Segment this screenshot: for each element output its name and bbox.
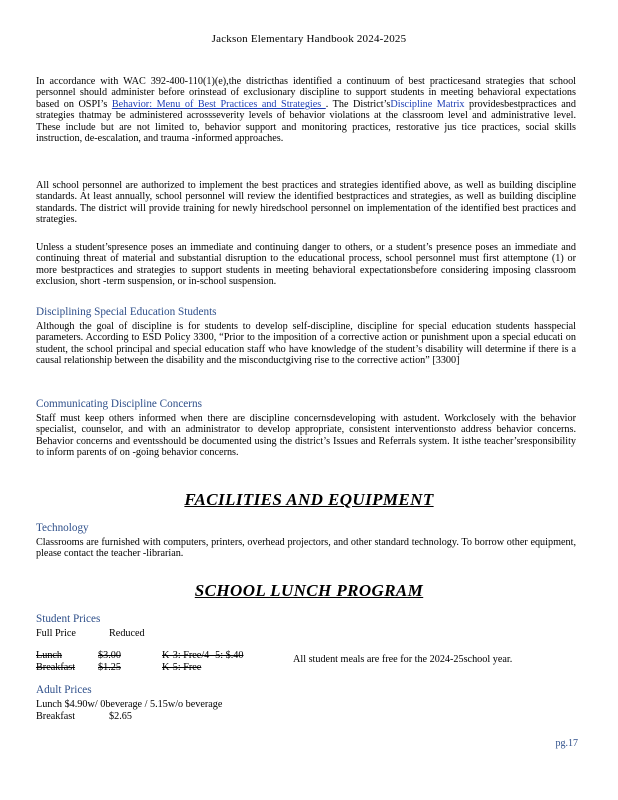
reduced-header: Reduced [109,628,145,639]
breakfast-reduced: K-5: Free [162,662,202,673]
full-price-header: Full Price [36,628,76,639]
lunch-label: Lunch [36,650,63,661]
concerns-heading: Communicating Discipline Concerns [36,398,202,410]
lunch-price: $3.00 [98,650,121,661]
technology-heading: Technology [36,522,89,534]
sped-heading: Disciplining Special Education Students [36,306,217,318]
page-header: Jackson Elementary Handbook 2024-2025 [211,33,407,45]
lunch-reduced: K-3: Free/4 -5: $.40 [162,650,244,661]
adult-lunch-price: Lunch $4.90w/ 0beverage / 5.15w/o beverage [36,699,223,710]
lunch-title: SCHOOL LUNCH PROGRAM [194,581,424,600]
technology-paragraph: Classrooms are furnished with computers, printers, overhead projectors, and other standard technology. To borrow other equipment, please contact the teacher -librarian. [36,537,576,560]
concerns-paragraph: Staff must keep others informed when there are discipline concernsdeveloping with astudent. Workclosely with the behavior specialist, counselor, and with an administrator to develop appropriate, consistent interventionsto address behavior concerns. Behavior concerns and eventsshould be documented using the district’s Issues and Referrals system. It isthe teacher’sresponsibility to inform parents of on -going behavior concerns. [36,413,576,459]
personnel-paragraph: All school personnel are authorized to implement the best practices and strategies identified above, as well as building discipline standards. At least annually, school personnel will review the identified bestpractices and strategies, as well as building discipline standards. The district will provide training for newly hiredschool personnel on implementation of the identified best practices and strategies. [36,180,576,226]
breakfast-price: $1.25 [98,662,121,673]
wac-text-b: . The District’s [325,98,391,110]
wac-text-c: providesbestpractices and strategies thatmay be administered acrossseverity levels of behavior violations at the classroom level and administrative level. These include but are not limited to, behavior support and monitoring practices, restorative jus tice practices, social skills instruction, de-escalation, and trauma -informed approaches. [36,98,576,145]
adult-breakfast-price: $2.65 [109,711,132,722]
facilities-title: FACILITIES AND EQUIPMENT [184,490,434,509]
behavior-menu-link[interactable]: Behavior: Menu of Best Practices and Strategies [111,98,326,110]
page-number: pg.17 [555,738,578,749]
wac-text-a: In accordance with WAC 392-400-110(1)(e),the districthas identified a continuum of best practicesand strategies that school personnel should administer before orinstead of exclusionary discipline to support students in meeting behavioral expectations based on OSPI’s [36,76,576,110]
adult-prices-heading: Adult Prices [36,684,92,696]
free-meals-note: All student meals are free for the 2024-25school year. [293,654,513,665]
adult-breakfast-label: Breakfast [36,711,76,722]
presence-paragraph: Unless a student’spresence poses an immediate and continuing danger to others, or a student’s presence poses an immediate and continuing threat of material and substantial disruption to the educational process, school personnel must first attemptone (1) or more bestpractices and strategies to support students in meeting behavioral expectationsbefore considering imposing classroom exclusion, short -term suspension, or in-school suspension. [36,242,576,288]
student-prices-heading: Student Prices [36,613,101,625]
sped-paragraph: Although the goal of discipline is for students to develop self-discipline, discipline for special education students hasspecial parameters. According to ESD Policy 3300, “Prior to the imposition of a corrective action or punishment upon a special educati on student, the school principal and special education staff who have knowledge of the student’s disability will determine if there is a causal relationship between the disability and the misconductgiving rise to the corrective action” [3300] [36,321,576,367]
wac-paragraph [36,76,576,144]
breakfast-label: Breakfast [36,662,76,673]
discipline-matrix-link[interactable]: Discipline Matrix [390,98,465,110]
